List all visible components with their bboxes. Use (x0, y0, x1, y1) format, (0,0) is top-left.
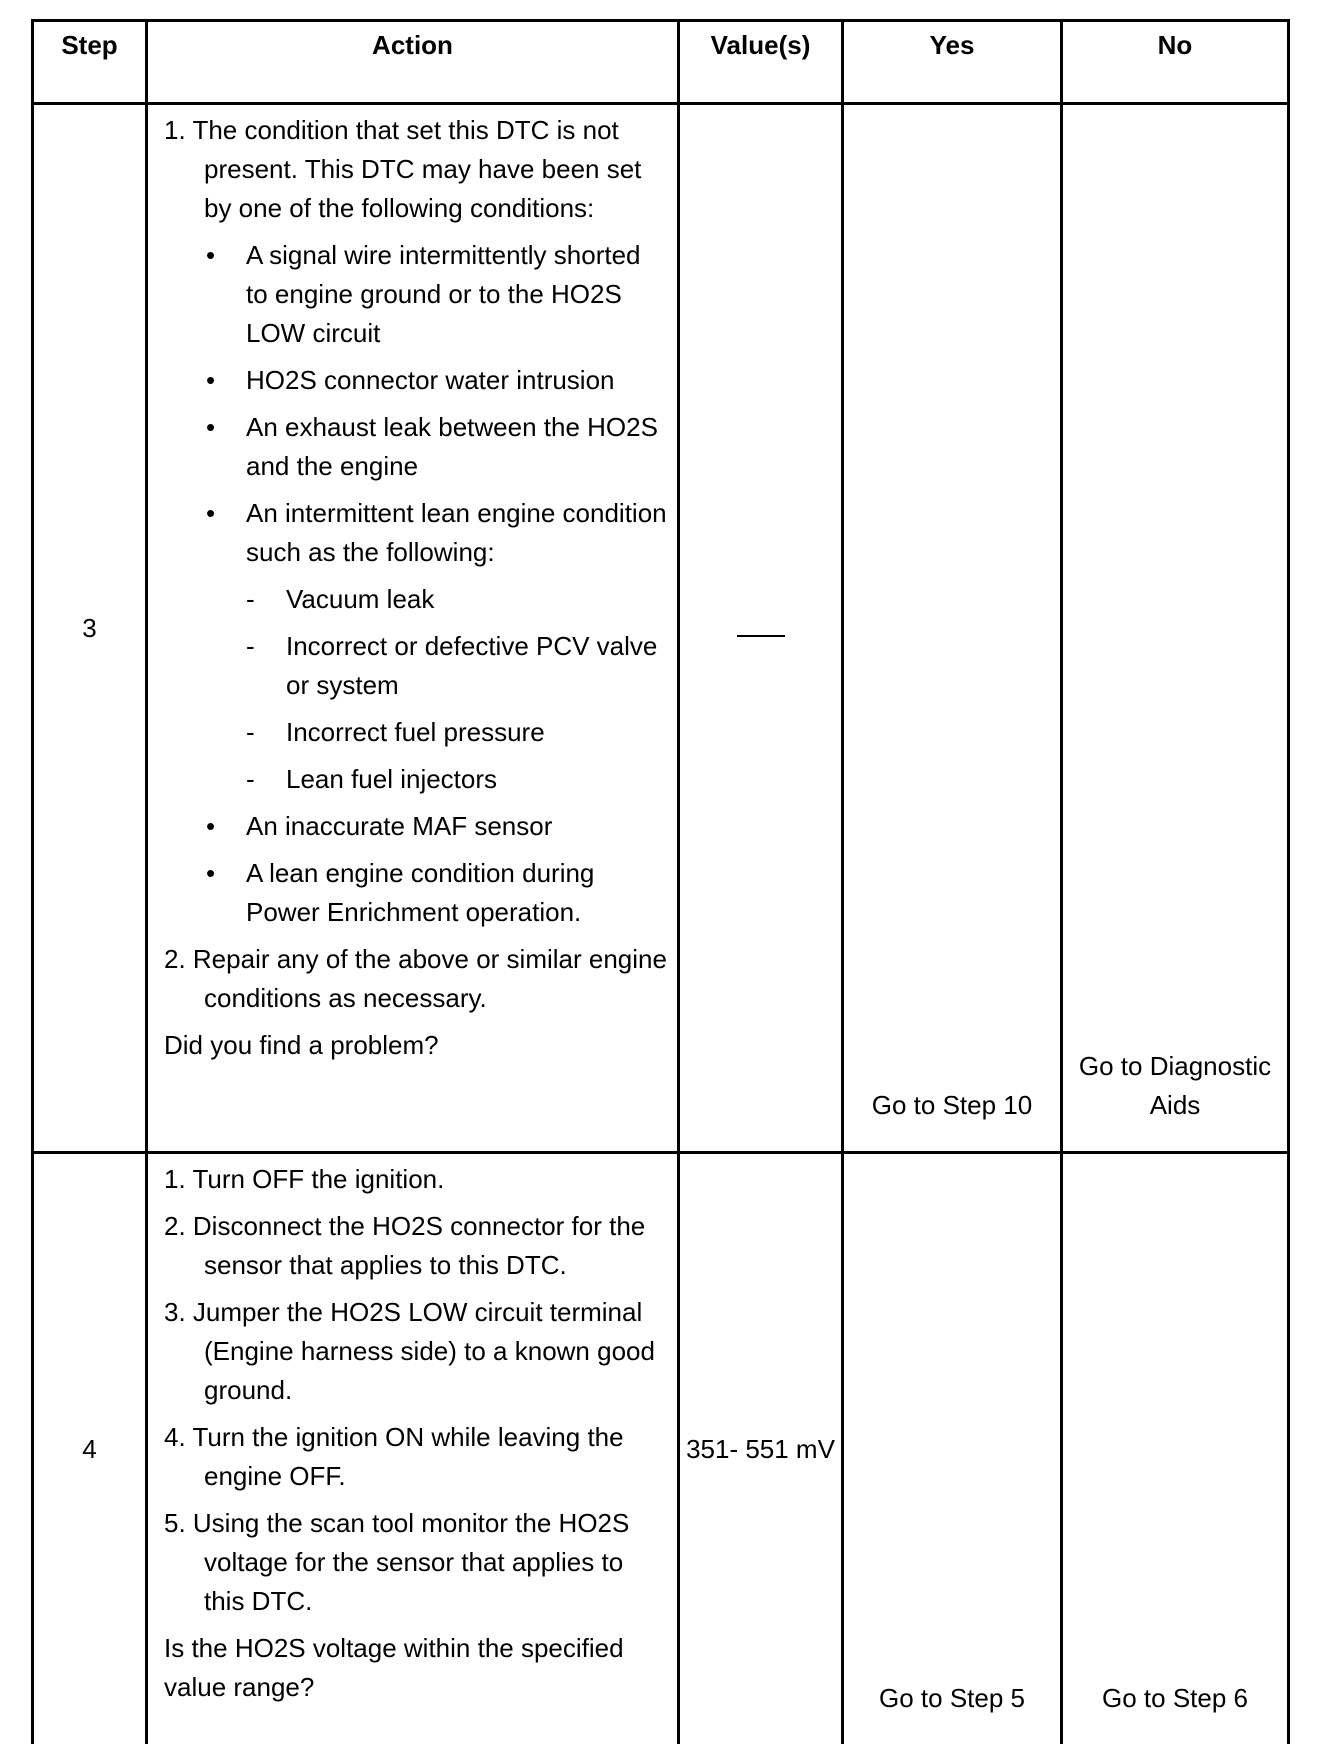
action-cell (147, 104, 679, 1153)
empty-value-dash (737, 635, 785, 637)
bullet-mark: • (206, 494, 246, 533)
yes-cell: Go to Step 5 (843, 1153, 1062, 1744)
bullet-mark: • (206, 854, 246, 893)
table-row-step-3 (33, 104, 1289, 1153)
no-cell: Go to Step 6 (1062, 1153, 1289, 1744)
header-row (33, 21, 1289, 104)
action-bullet: • A signal wire intermittently shorted to engine ground or to the HO2S LOW circuit (164, 236, 667, 353)
action-sub-item: - Vacuum leak (164, 580, 667, 619)
step-number: 3 (33, 104, 147, 1153)
header-values: Value(s) (679, 21, 843, 104)
step-number: 4 (33, 1153, 147, 1744)
action-item: 1. The condition that set this DTC is not present. This DTC may have been set by one of the following conditions: (164, 111, 667, 228)
action-sub-item: - Incorrect or defective PCV valve or system (164, 627, 667, 705)
bullet-mark: • (206, 236, 246, 275)
dash-mark: - (246, 760, 286, 799)
table-row-step-4 (33, 1153, 1289, 1744)
action-bullet: • A lean engine condition during Power Enrichment operation. (164, 854, 667, 932)
value-cell: 351- 551 mV (679, 1153, 843, 1744)
header-step: Step (33, 21, 147, 104)
dash-mark: - (246, 713, 286, 752)
action-item: 2. Disconnect the HO2S connector for the sensor that applies to this DTC. (164, 1207, 667, 1285)
header-action: Action (147, 21, 679, 104)
action-item: 5. Using the scan tool monitor the HO2S voltage for the sensor that applies to this DTC. (164, 1504, 667, 1621)
no-cell: Go to Diagnostic Aids (1062, 104, 1289, 1153)
dash-mark: - (246, 580, 286, 619)
value-cell (679, 104, 843, 1153)
action-item: 2. Repair any of the above or similar engine conditions as necessary. (164, 940, 667, 1018)
action-item: 4. Turn the ignition ON while leaving the engine OFF. (164, 1418, 667, 1496)
action-bullet: • An intermittent lean engine condition such as the following: (164, 494, 667, 572)
action-bullet: • An inaccurate MAF sensor (164, 807, 667, 846)
action-item: 1. Turn OFF the ignition. (164, 1160, 667, 1199)
action-bullet: • HO2S connector water intrusion (164, 361, 667, 400)
yes-cell: Go to Step 10 (843, 104, 1062, 1153)
bullet-mark: • (206, 361, 246, 400)
action-bullet: • An exhaust leak between the HO2S and the engine (164, 408, 667, 486)
action-sub-item: - Incorrect fuel pressure (164, 713, 667, 752)
header-yes: Yes (843, 21, 1062, 104)
action-question: Did you find a problem? (164, 1026, 667, 1065)
action-sub-item: - Lean fuel injectors (164, 760, 667, 799)
bullet-mark: • (206, 408, 246, 447)
diagnostic-table (31, 19, 1290, 1744)
bullet-mark: • (206, 807, 246, 846)
header-no: No (1062, 21, 1289, 104)
dash-mark: - (246, 627, 286, 666)
action-cell (147, 1153, 679, 1744)
action-question: Is the HO2S voltage within the specified value range? (164, 1629, 667, 1707)
action-item: 3. Jumper the HO2S LOW circuit terminal (Engine harness side) to a known good ground. (164, 1293, 667, 1410)
